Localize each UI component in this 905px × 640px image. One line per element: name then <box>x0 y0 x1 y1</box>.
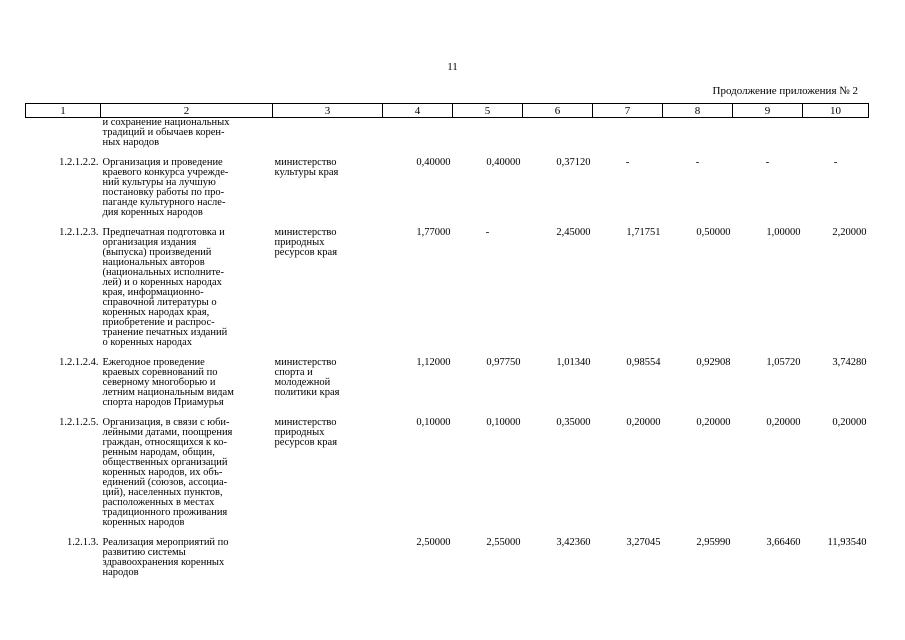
description-line: краевого конкурса учрежде- <box>102 167 229 178</box>
column-header: 5 <box>453 104 523 118</box>
row-value <box>453 118 523 149</box>
description-line: (выпуска) произведений <box>102 247 212 258</box>
table-row <box>26 118 869 149</box>
row-value: 3,66460 <box>766 537 801 548</box>
description-line: единений (союзов, ассоциа- <box>102 477 228 488</box>
row-description <box>101 158 273 218</box>
row-value: 3,42360 <box>556 537 591 548</box>
executor-line: министерство <box>274 357 337 368</box>
description-line: справочной литературы о <box>102 297 217 308</box>
row-executor <box>273 538 383 578</box>
column-header-row <box>26 104 869 118</box>
description-line: лей) и о коренных народах <box>102 277 222 288</box>
row-value: - <box>485 227 490 238</box>
row-executor <box>273 358 383 408</box>
executor-line: природных <box>274 237 325 248</box>
description-line: национальных авторов <box>102 257 205 268</box>
table-row <box>26 158 869 218</box>
executor-line: культуры края <box>274 167 339 178</box>
row-value: 1,05720 <box>766 357 801 368</box>
table-body <box>26 118 869 579</box>
description-line: коренных народов <box>102 517 185 528</box>
row-description <box>101 418 273 528</box>
column-header: 1 <box>26 104 101 118</box>
description-line: летним национальным видам <box>102 387 234 398</box>
table-row <box>26 358 869 408</box>
executor-line: министерство <box>274 157 337 168</box>
description-line: Предпечатная подготовка и <box>102 227 225 238</box>
row-value: 0,50000 <box>696 227 731 238</box>
row-value: 0,37120 <box>556 157 591 168</box>
row-value: 2,50000 <box>416 537 451 548</box>
description-line: ний культуры на лучшую <box>102 177 216 188</box>
column-header: 2 <box>101 104 273 118</box>
description-line: ных народов <box>102 137 160 148</box>
row-value: - <box>765 157 770 168</box>
row-code <box>26 118 101 149</box>
row-code: 1.2.1.2.3. <box>59 227 99 238</box>
continuation-label: Продолжение приложения № 2 <box>712 85 858 97</box>
row-value: 0,98554 <box>626 357 661 368</box>
description-line: северному многоборью и <box>102 377 216 388</box>
row-value <box>663 118 733 149</box>
executor-line: природных <box>274 427 325 438</box>
row-value: 0,20000 <box>832 417 867 428</box>
description-line: приобретение и распрос- <box>102 317 215 328</box>
row-value: 3,74280 <box>832 357 867 368</box>
description-line: лейными датами, поощрения <box>102 427 233 438</box>
description-line: (национальных исполните- <box>102 267 224 278</box>
row-value: 1,77000 <box>416 227 451 238</box>
row-value <box>593 118 663 149</box>
description-line: общественных организаций <box>102 457 228 468</box>
description-line: здравоохранения коренных <box>102 557 225 568</box>
row-code: 1.2.1.3. <box>67 537 99 548</box>
description-line: и сохранение национальных <box>102 117 230 128</box>
row-value: - <box>625 157 630 168</box>
row-executor <box>273 118 383 149</box>
row-value: 0,40000 <box>416 157 451 168</box>
description-line: коренных народов, их объ- <box>102 467 223 478</box>
description-line: организация издания <box>102 237 197 248</box>
row-value: 0,35000 <box>556 417 591 428</box>
executor-line: молодежной <box>274 377 331 388</box>
description-line: Реализация мероприятий по <box>102 537 229 548</box>
appendix-table <box>25 103 869 578</box>
row-value: 3,27045 <box>626 537 661 548</box>
executor-line: ресурсов края <box>274 247 338 258</box>
row-executor <box>273 418 383 528</box>
row-value: 1,12000 <box>416 357 451 368</box>
description-line: традиций и обычаев корен- <box>102 127 225 138</box>
row-value: 2,45000 <box>556 227 591 238</box>
row-value <box>803 118 869 149</box>
description-line: народов <box>102 567 139 578</box>
row-code: 1.2.1.2.4. <box>59 357 99 368</box>
column-header: 6 <box>523 104 593 118</box>
executor-line: политики края <box>274 387 340 398</box>
row-value: 0,10000 <box>416 417 451 428</box>
column-header: 4 <box>383 104 453 118</box>
description-line: коренных народах края, <box>102 307 210 318</box>
row-value: 0,20000 <box>626 417 661 428</box>
description-line: Организация и проведение <box>102 157 223 168</box>
row-value: 0,97750 <box>486 357 521 368</box>
row-value: 11,93540 <box>827 537 867 548</box>
row-value: 2,55000 <box>486 537 521 548</box>
description-line: о коренных народах <box>102 337 193 348</box>
description-line: расположенных в местах <box>102 497 215 508</box>
column-header: 10 <box>803 104 869 118</box>
executor-line: спорта и <box>274 367 313 378</box>
description-line: транение печатных изданий <box>102 327 228 338</box>
row-executor <box>273 228 383 348</box>
row-description <box>101 228 273 348</box>
row-code: 1.2.1.2.2. <box>59 157 99 168</box>
row-code: 1.2.1.2.5. <box>59 417 99 428</box>
description-line: Организация, в связи с юби- <box>102 417 230 428</box>
description-line: развитию системы <box>102 547 186 558</box>
description-line: края, информационно- <box>102 287 204 298</box>
description-line: традиционного проживания <box>102 507 228 518</box>
column-header: 7 <box>593 104 663 118</box>
row-description <box>101 118 273 149</box>
row-value: 2,20000 <box>832 227 867 238</box>
row-description <box>101 538 273 578</box>
table-row <box>26 538 869 578</box>
description-line: паганде культурного насле- <box>102 197 226 208</box>
row-value: 0,10000 <box>486 417 521 428</box>
column-header: 8 <box>663 104 733 118</box>
description-line: краевых соревнований по <box>102 367 218 378</box>
row-value <box>523 118 593 149</box>
row-value <box>733 118 803 149</box>
description-line: постановку работы по про- <box>102 187 225 198</box>
row-value: 0,20000 <box>696 417 731 428</box>
description-line: Ежегодное проведение <box>102 357 205 368</box>
row-value: 0,20000 <box>766 417 801 428</box>
description-line: граждан, относящихся к ко- <box>102 437 227 448</box>
description-line: ренным народам, общин, <box>102 447 215 458</box>
row-value: 1,71751 <box>626 227 661 238</box>
row-value: 0,92908 <box>696 357 731 368</box>
column-header: 9 <box>733 104 803 118</box>
row-value: 2,95990 <box>696 537 731 548</box>
description-line: ций), населенных пунктов, <box>102 487 223 498</box>
table-row <box>26 418 869 528</box>
row-value: - <box>833 157 838 168</box>
executor-line: ресурсов края <box>274 437 338 448</box>
row-value: - <box>695 157 700 168</box>
row-value: 1,01340 <box>556 357 591 368</box>
row-executor <box>273 158 383 218</box>
description-line: спорта народов Приамурья <box>102 397 224 408</box>
row-value: 0,40000 <box>486 157 521 168</box>
row-value: 1,00000 <box>766 227 801 238</box>
table-row <box>26 228 869 348</box>
page-number: 11 <box>447 61 458 73</box>
row-description <box>101 358 273 408</box>
description-line: дия коренных народов <box>102 207 203 218</box>
column-header: 3 <box>273 104 383 118</box>
executor-line: министерство <box>274 417 337 428</box>
executor-line: министерство <box>274 227 337 238</box>
row-value <box>383 118 453 149</box>
